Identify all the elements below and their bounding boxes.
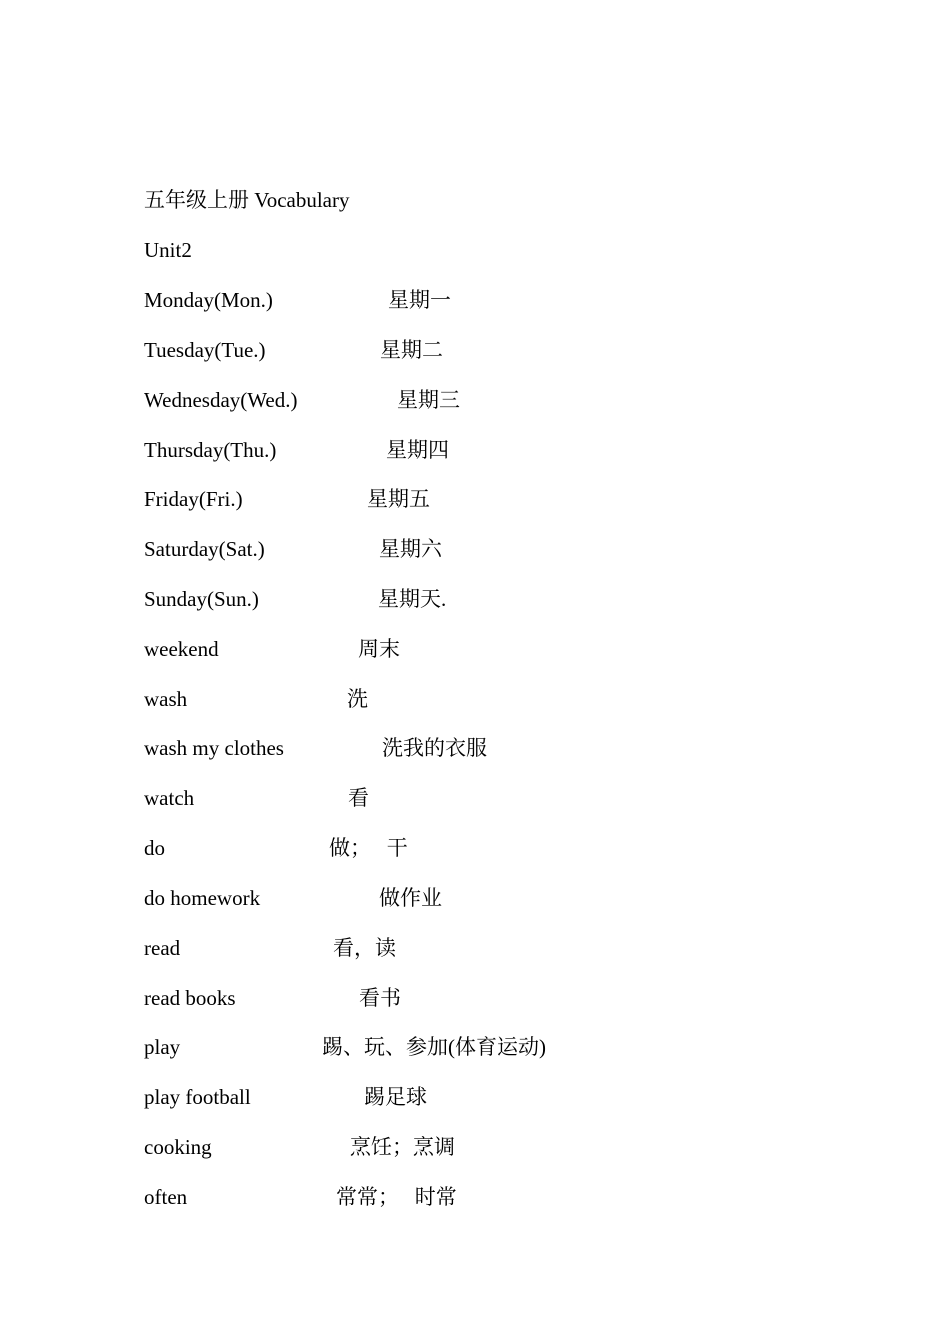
vocab-word: Friday(Fri.) <box>144 487 243 511</box>
vocab-word: often <box>144 1185 188 1209</box>
vocab-meaning: 星期五 <box>367 487 430 511</box>
vocab-meaning: 踢、玩、参加(体育运动) <box>322 1035 546 1059</box>
vocab-word: watch <box>144 786 195 810</box>
vocab-meaning: 烹饪；烹调 <box>350 1135 455 1159</box>
vocab-word: weekend <box>144 637 219 661</box>
vocab-word: Saturday(Sat.) <box>144 537 265 561</box>
vocab-meaning: 洗 <box>347 687 368 711</box>
vocab-meaning: 踢足球 <box>364 1085 427 1109</box>
vocab-word: Wednesday(Wed.) <box>144 388 298 412</box>
vocab-meaning: 星期三 <box>397 388 460 412</box>
vocab-word: Thursday(Thu.) <box>144 438 277 462</box>
vocab-meaning: 星期六 <box>379 537 442 561</box>
vocab-meaning: 星期二 <box>380 338 443 362</box>
vocab-word: cooking <box>144 1135 212 1159</box>
vocab-word: read <box>144 936 181 960</box>
vocab-meaning: 洗我的衣服 <box>382 736 487 760</box>
document-title: 五年级上册 Vocabulary <box>144 188 350 212</box>
vocab-meaning: 星期四 <box>386 438 449 462</box>
vocab-meaning: 星期一 <box>388 288 451 312</box>
vocab-word: wash my clothes <box>144 736 284 760</box>
vocab-word: Sunday(Sun.) <box>144 587 259 611</box>
vocab-meaning: 做作业 <box>379 886 442 910</box>
vocab-word: Tuesday(Tue.) <box>144 338 266 362</box>
vocab-word: wash <box>144 687 188 711</box>
vocab-meaning: 做； 干 <box>329 836 408 860</box>
vocab-meaning: 看，读 <box>333 936 396 960</box>
vocab-meaning: 常常； 时常 <box>336 1185 457 1209</box>
vocab-word: read books <box>144 986 236 1010</box>
vocab-meaning: 看书 <box>359 986 401 1010</box>
vocab-word: play <box>144 1035 181 1059</box>
vocab-word: play football <box>144 1085 251 1109</box>
vocab-word: do homework <box>144 886 261 910</box>
unit-heading: Unit2 <box>144 238 192 262</box>
vocab-meaning: 星期天. <box>378 587 447 611</box>
vocab-meaning: 周末 <box>358 637 400 661</box>
vocab-meaning: 看 <box>348 786 369 810</box>
vocab-word: do <box>144 836 165 860</box>
vocab-entry <box>144 1184 457 1288</box>
vocab-word: Monday(Mon.) <box>144 288 273 312</box>
